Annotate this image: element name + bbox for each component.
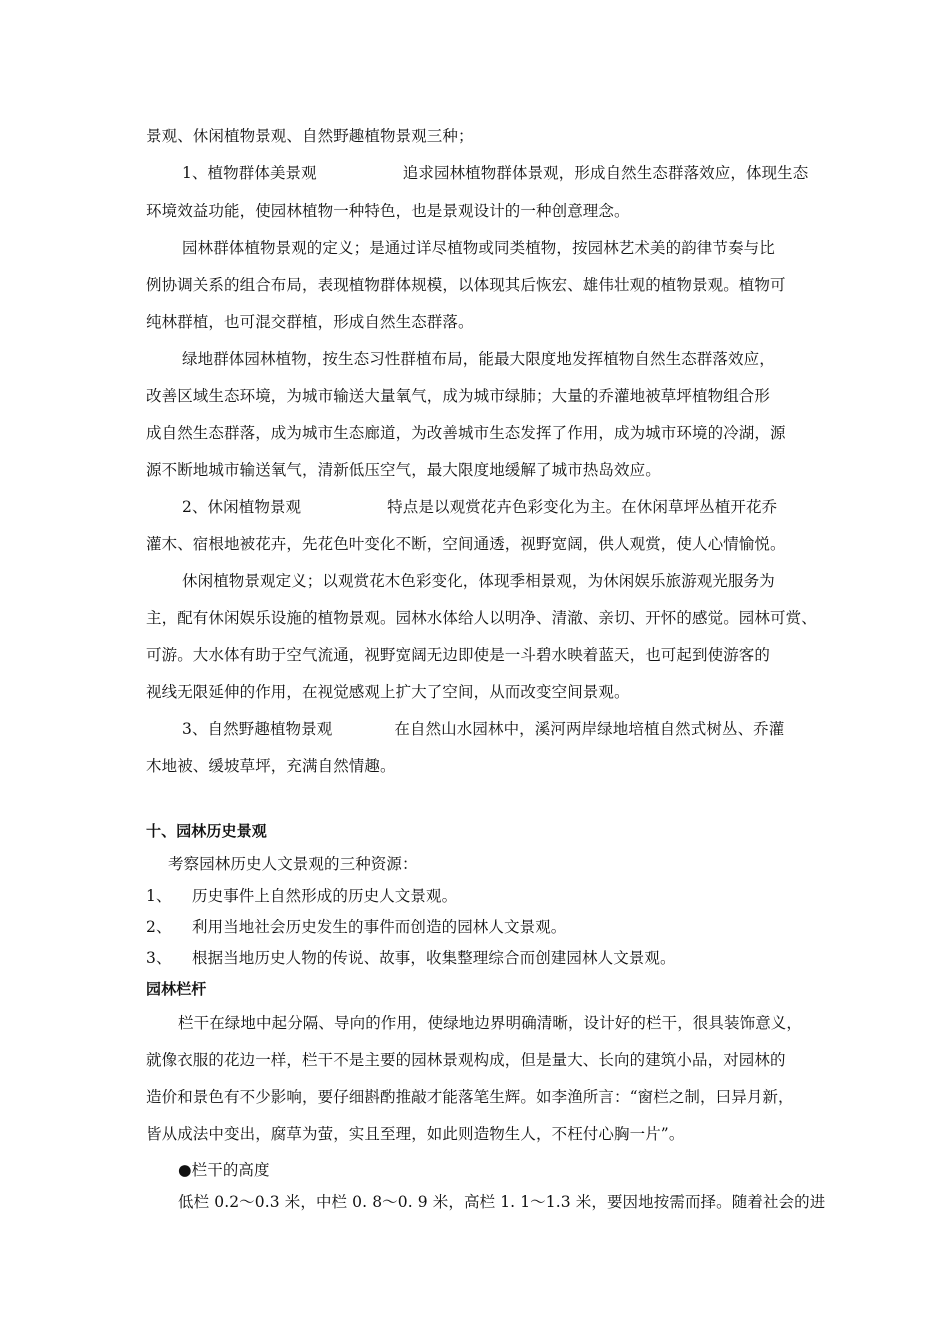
bullet-item: ●栏干的高度 bbox=[178, 1161, 270, 1179]
paragraph-line: 休闲植物景观定义；以观赏花木色彩变化，体现季相景观，为休闲娱乐旅游观光服务为 bbox=[182, 572, 775, 590]
section-heading-history: 十、园林历史景观 bbox=[146, 822, 267, 840]
section-2-title: 2、休闲植物景观 bbox=[182, 498, 302, 516]
paragraph-line: 皆从成法中变出，腐草为萤，实且至理，如此则造物生人，不枉付心胸一片”。 bbox=[146, 1125, 685, 1143]
section-3-text: 在自然山水园林中，溪河两岸绿地培植自然式树丛、乔灌 bbox=[394, 720, 785, 738]
paragraph-line: 例协调关系的组合布局，表现植物群体规模，以体现其后恢宏、雄伟壮观的植物景观。植物可 bbox=[146, 276, 786, 294]
paragraph-line: 造价和景色有不少影响，要仔细斟酌推敲才能落笔生辉。如李渔所言：“窗栏之制，曰异月新， bbox=[146, 1088, 794, 1106]
list-item bbox=[146, 946, 676, 968]
paragraph-line: 环境效益功能，使园林植物一种特色，也是景观设计的一种创意理念。 bbox=[146, 202, 630, 220]
paragraph-line: 改善区域生态环境，为城市输送大量氧气，成为城市绿肺；大量的乔灌地被草坪植物组合形 bbox=[146, 387, 771, 405]
section-heading-railing: 园林栏杆 bbox=[146, 980, 207, 998]
section-1-title: 1、植物群体美景观 bbox=[182, 164, 317, 182]
section-1-line bbox=[182, 161, 808, 183]
paragraph-line: 考察园林历史人文景观的三种资源： bbox=[168, 855, 418, 873]
paragraph-line: 绿地群体园林植物，按生态习性群植布局，能最大限度地发挥植物自然生态群落效应， bbox=[182, 350, 775, 368]
paragraph-line: 纯林群植，也可混交群植，形成自然生态群落。 bbox=[146, 313, 474, 331]
paragraph-line: 景观、休闲植物景观、自然野趣植物景观三种； bbox=[146, 127, 474, 145]
section-3-title: 3、自然野趣植物景观 bbox=[182, 720, 333, 738]
paragraph-line: 源不断地城市输送氧气，清新低压空气，最大限度地缓解了城市热岛效应。 bbox=[146, 461, 661, 479]
list-item bbox=[146, 884, 457, 906]
paragraph-line: 栏干在绿地中起分隔、导向的作用，使绿地边界明确清晰，设计好的栏干，很具装饰意义， bbox=[178, 1014, 803, 1032]
paragraph-line: 园林群体植物景观的定义；是通过详尽植物或同类植物，按园林艺术美的韵律节奏与比 bbox=[182, 239, 775, 257]
paragraph-line: 成自然生态群落，成为城市生态廊道，为改善城市生态发挥了作用，成为城市环境的冷湖，源 bbox=[146, 424, 786, 442]
paragraph-line: 就像衣服的花边一样，栏干不是主要的园林景观构成，但是量大、长向的建筑小品，对园林的 bbox=[146, 1051, 786, 1069]
paragraph-line: 主，配有休闲娱乐设施的植物景观。园林水体给人以明净、清澈、亲切、开怀的感觉。园林可赏、 bbox=[146, 609, 817, 627]
list-text: 历史事件上自然形成的历史人文景观。 bbox=[192, 887, 458, 905]
paragraph-line: 视线无限延伸的作用，在视觉感观上扩大了空间，从而改变空间景观。 bbox=[146, 683, 630, 701]
list-number: 1、 bbox=[146, 887, 172, 905]
list-number: 3、 bbox=[146, 949, 172, 967]
section-2-text: 特点是以观赏花卉色彩变化为主。在休闲草坪丛植开花乔 bbox=[387, 498, 778, 516]
paragraph-line: 低栏 0.2～0.3 米，中栏 0. 8～0. 9 米，高栏 1. 1～1.3 米，要因地按需而择。随着社会的进 bbox=[178, 1193, 826, 1211]
paragraph-line: 灌木、宿根地被花卉，先花色叶变化不断，空间通透，视野宽阔，供人观赏，使人心情愉悦。 bbox=[146, 535, 786, 553]
list-text: 利用当地社会历史发生的事件而创造的园林人文景观。 bbox=[192, 918, 567, 936]
section-1-text: 追求园林植物群体景观，形成自然生态群落效应，体现生态 bbox=[402, 164, 809, 182]
section-2-line bbox=[182, 495, 777, 517]
paragraph-line: 可游。大水体有助于空气流通，视野宽阔无边即使是一斗碧水映着蓝天，也可起到使游客的 bbox=[146, 646, 771, 664]
list-number: 2、 bbox=[146, 918, 172, 936]
list-item bbox=[146, 915, 566, 937]
list-text: 根据当地历史人物的传说、故事，收集整理综合而创建园林人文景观。 bbox=[192, 949, 676, 967]
paragraph-line: 木地被、缓坡草坪，充满自然情趣。 bbox=[146, 757, 396, 775]
section-3-line bbox=[182, 717, 784, 739]
